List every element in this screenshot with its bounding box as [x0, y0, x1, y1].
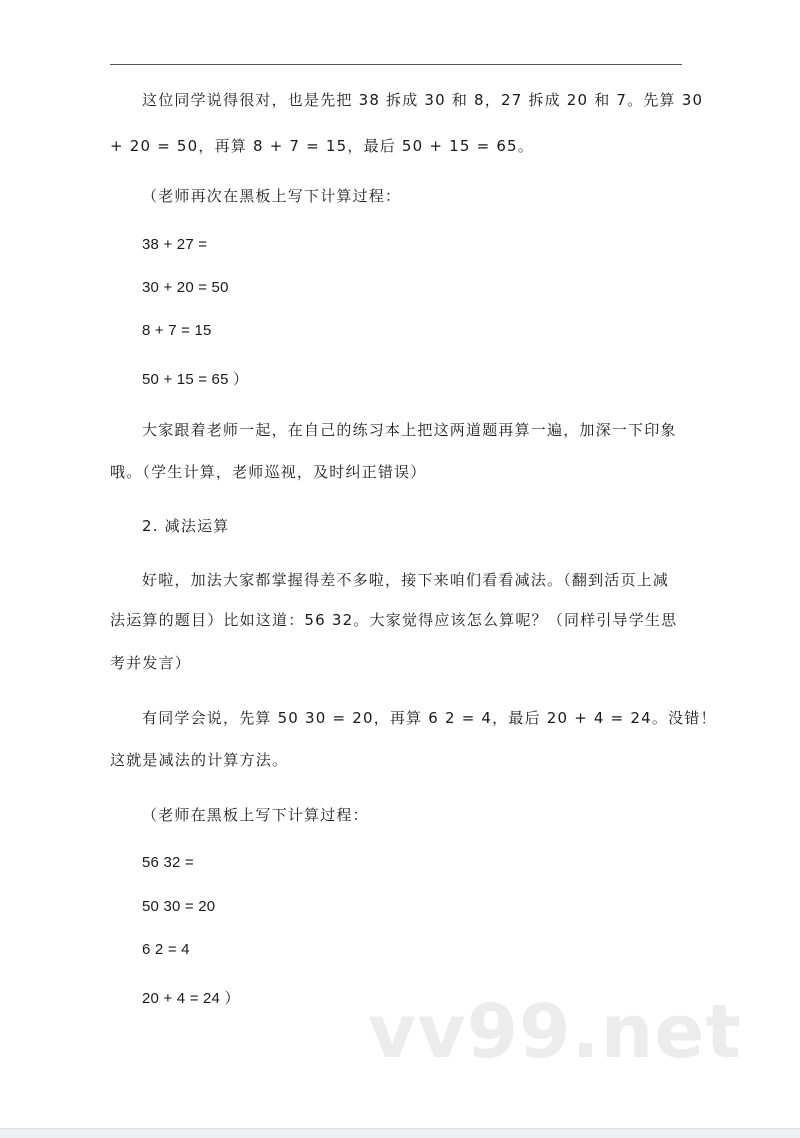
- paragraph-line: 哦。（学生计算，老师巡视，及时纠正错误）: [110, 463, 427, 481]
- equation-line: 20 + 4 = 24 ）: [142, 990, 240, 1007]
- paragraph-line: （老师在黑板上写下计算过程：: [142, 806, 369, 824]
- equation-line: 8 + 7 = 15: [142, 322, 212, 339]
- paragraph-line: 好啦，加法大家都掌握得差不多啦，接下来咱们看看减法。（翻到活页上减: [142, 571, 670, 589]
- paragraph-line: 法运算的题目）比如这道：56 32。大家觉得应该怎么算呢？（同样引导学生思: [110, 611, 678, 629]
- section-heading: 2. 减法运算: [142, 517, 230, 535]
- paragraph-line: 大家跟着老师一起，在自己的练习本上把这两道题再算一遍，加深一下印象: [142, 421, 677, 439]
- equation-line: 6 2 = 4: [142, 941, 190, 958]
- equation-line: 38 + 27 =: [142, 236, 208, 253]
- header-rule: [110, 64, 682, 65]
- equation-line: 56 32 =: [142, 854, 194, 871]
- paragraph-line: 这位同学说得很对，也是先把 38 拆成 30 和 8，27 拆成 20 和 7。先算 30: [142, 91, 704, 109]
- paragraph-line: 考并发言）: [110, 654, 192, 672]
- watermark-text: vv99.net: [368, 989, 742, 1075]
- equation-line: 50 30 = 20: [142, 898, 216, 915]
- paragraph-line: 这就是减法的计算方法。: [110, 751, 289, 769]
- paragraph-line: （老师再次在黑板上写下计算过程：: [142, 187, 402, 205]
- equation-line: 50 + 15 = 65 ）: [142, 371, 249, 388]
- paragraph-line: + 20 = 50，再算 8 + 7 = 15，最后 50 + 15 = 65。: [110, 137, 535, 155]
- equation-line: 30 + 20 = 50: [142, 279, 229, 296]
- paragraph-line: 有同学会说，先算 50 30 = 20，再算 6 2 = 4，最后 20 + 4 = 24。没错！: [142, 709, 717, 727]
